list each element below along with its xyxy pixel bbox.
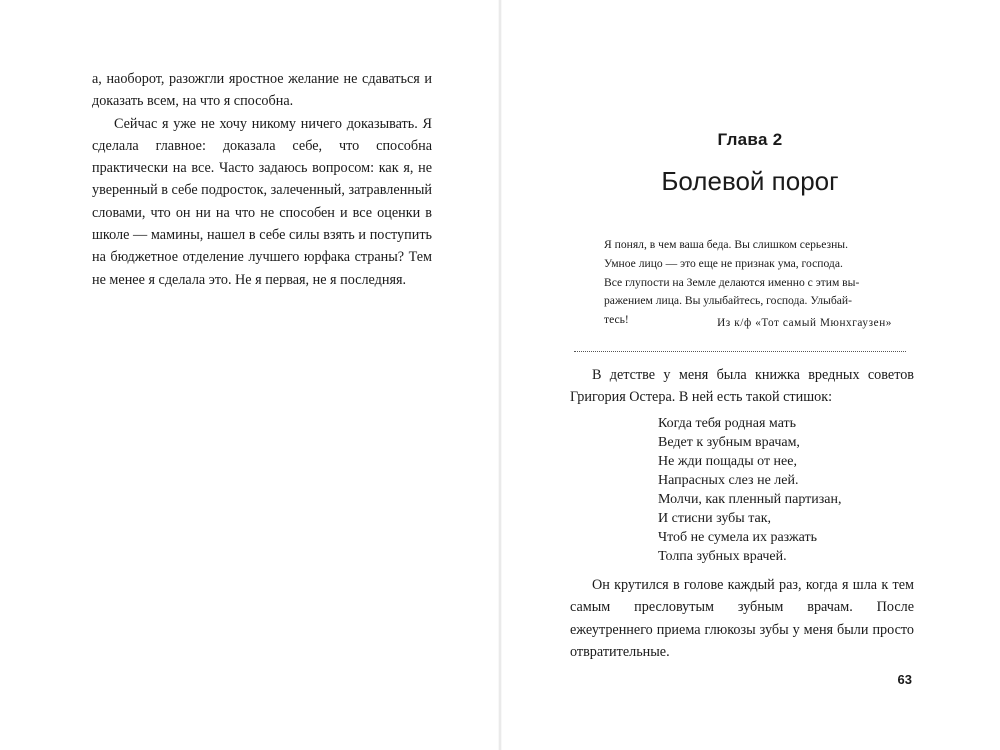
right-page	[500, 0, 1000, 750]
chapter-title: Болевой порог	[661, 166, 839, 196]
poem-line: Молчи, как пленный партизан,	[658, 492, 842, 507]
left-paragraph: а, наоборот, разожгли яростное желание не сдаваться и доказать всем, на что я способна.	[92, 71, 432, 110]
epigraph	[604, 236, 894, 330]
epigraph-source: Из к/ф «Тот самый Мюнхгаузен»	[717, 317, 892, 329]
intro-text	[570, 364, 914, 409]
epigraph-line: Умное лицо — это еще не признак ума, господа.	[604, 256, 843, 270]
poem-line: Не жди пощады от нее,	[658, 454, 797, 469]
epigraph-line: тесь!	[604, 313, 629, 327]
poem-line: Когда тебя родная мать	[658, 416, 797, 431]
epigraph-line: Все глупости на Земле делаются именно с этим вы-	[604, 275, 860, 289]
page-number: 63	[897, 672, 912, 687]
epigraph-line: ражением лица. Вы улыбайтесь, господа. Улыбай-	[604, 294, 852, 308]
dotted-divider	[574, 351, 906, 352]
left-page-text	[92, 68, 432, 291]
poem	[658, 414, 841, 566]
poem-line: Чтоб не сумела их разжать	[658, 530, 817, 545]
outro-paragraph: Он крутился в голове каждый раз, когда я шла к тем самым пресловутым зубным врачам. После ежеутреннего приема глюкозы зубы у меня были просто отвратительные.	[570, 577, 914, 660]
poem-line: И стисни зубы так,	[658, 511, 772, 526]
poem-line: Толпа зубных врачей.	[658, 549, 787, 564]
left-paragraph: Сейчас я уже не хочу никому ничего доказывать. Я сделала главное: доказала себе, что способна практически на все. Часто задаюсь вопросом: как я, не уверенный в себе подросток, залеченный, затравленный словами, что он ни на что не способен и все оценки в школе — мамины, нашел в себе силы взять и поступить на бюджетное отделение лучшего юрфака страны? Тем не менее я сделала это. Не я первая, не я последняя.	[92, 115, 432, 288]
outro-text	[570, 574, 914, 663]
epigraph-line: Я понял, в чем ваша беда. Вы слишком серьезны.	[604, 238, 848, 251]
intro-paragraph: В детстве у меня была книжка вредных советов Григория Остера. В ней есть такой стишок:	[570, 367, 914, 406]
poem-line: Напрасных слез не лей.	[658, 473, 799, 488]
poem-line: Ведет к зубным врачам,	[658, 435, 800, 450]
chapter-label: Глава 2	[717, 130, 783, 149]
